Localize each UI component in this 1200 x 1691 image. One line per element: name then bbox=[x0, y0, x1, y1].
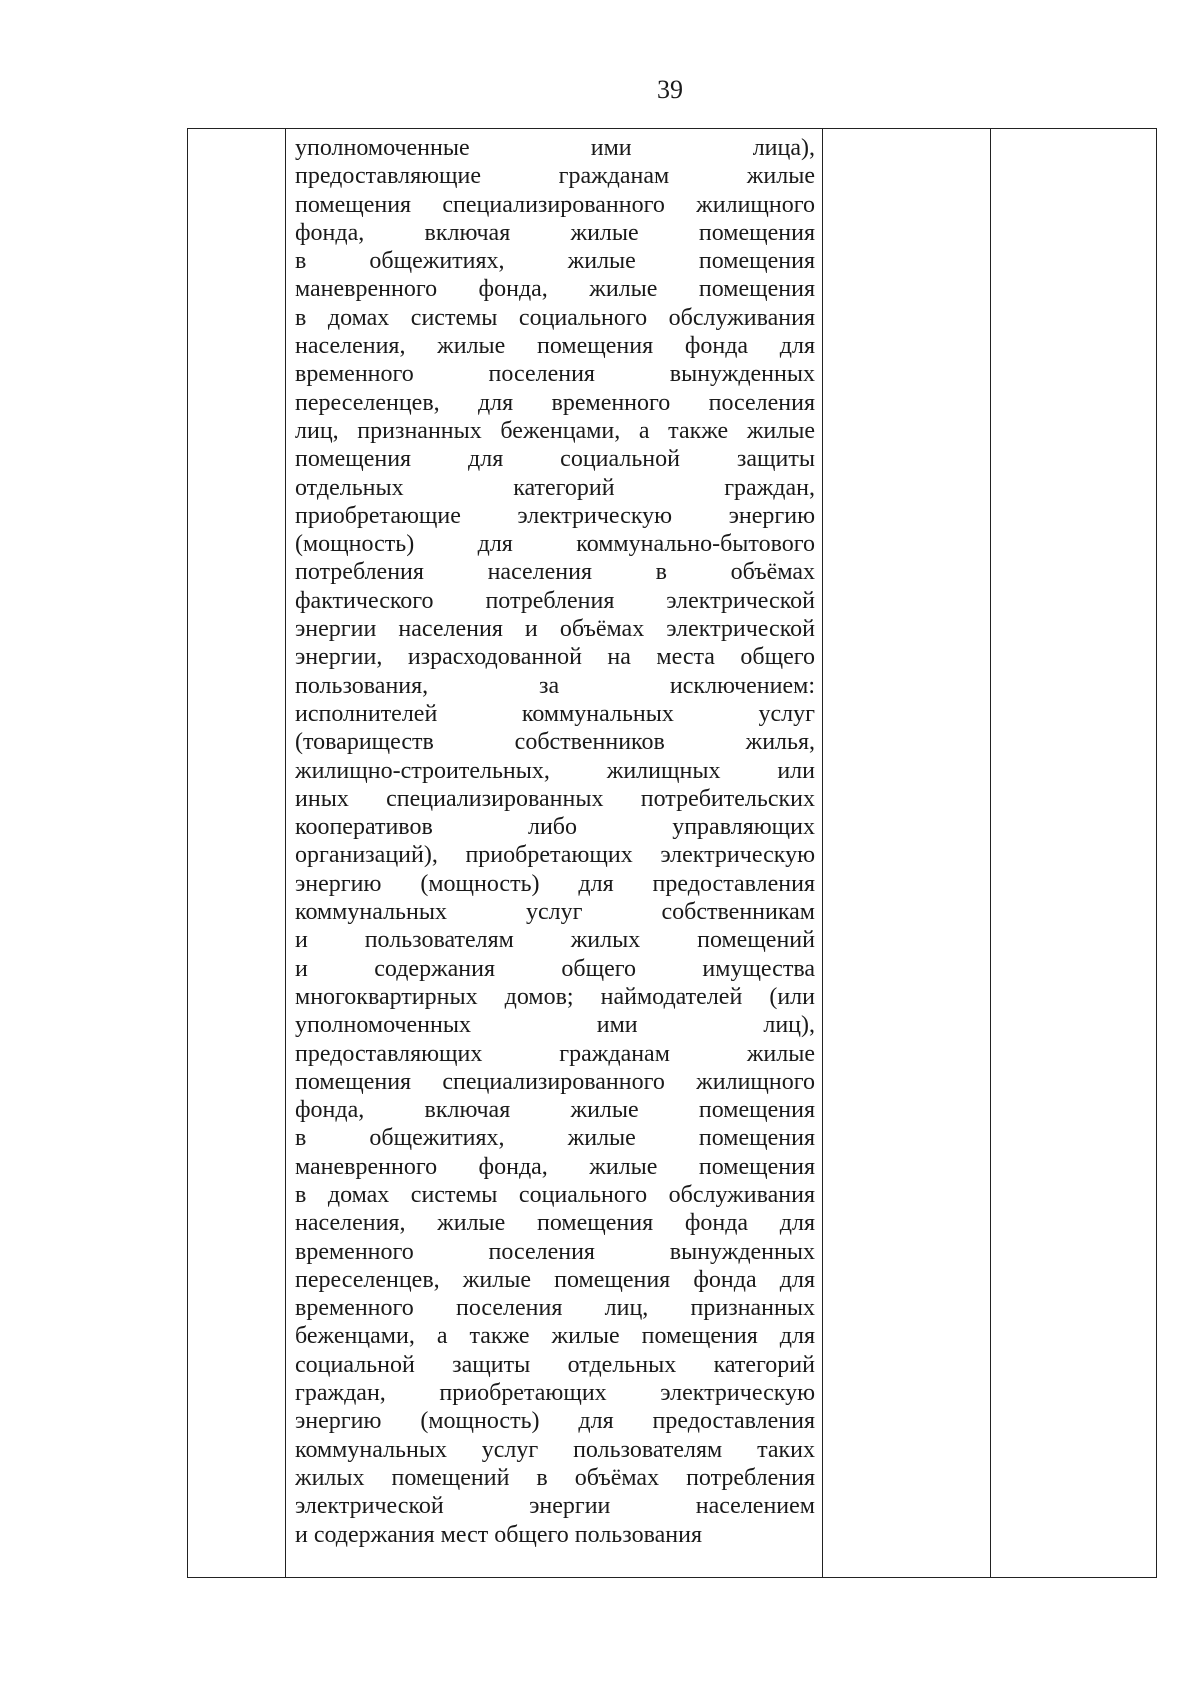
text-line: в домах системы социального обслуживания bbox=[295, 1181, 815, 1208]
text-line: потребления населения в объёмах bbox=[295, 559, 815, 586]
text-line: энергии населения и объёмах электрической bbox=[295, 616, 815, 643]
text-line: переселенцев, жилые помещения фонда для bbox=[295, 1266, 815, 1293]
text-line: организаций), приобретающих электрическую bbox=[295, 842, 815, 869]
text-line: коммунальных услуг пользователям таких bbox=[295, 1436, 815, 1463]
text-line: энергию (мощность) для предоставления bbox=[295, 870, 815, 897]
text-line: пользования, за исключением: bbox=[295, 672, 815, 699]
text-line: населения, жилые помещения фонда для bbox=[295, 1210, 815, 1237]
text-line: переселенцев, для временного поселения bbox=[295, 389, 815, 416]
text-line: в домах системы социального обслуживания bbox=[295, 304, 815, 331]
document-table bbox=[187, 128, 1157, 1578]
text-line: и содержания мест общего пользования bbox=[295, 1521, 702, 1548]
text-line: жилых помещений в объёмах потребления bbox=[295, 1464, 815, 1491]
text-line: предоставляющих гражданам жилые bbox=[295, 1040, 815, 1067]
text-line: маневренного фонда, жилые помещения bbox=[295, 1153, 815, 1180]
text-line: жилищно-строительных, жилищных или bbox=[295, 757, 815, 784]
text-line: фонда, включая жилые помещения bbox=[295, 1097, 815, 1124]
text-line: уполномоченных ими лиц), bbox=[295, 1012, 815, 1039]
page-number: 39 bbox=[657, 75, 683, 104]
text-line: маневренного фонда, жилые помещения bbox=[295, 276, 815, 303]
column-divider bbox=[822, 129, 823, 1577]
text-line: и содержания общего имущества bbox=[295, 955, 815, 982]
text-line: иных специализированных потребительских bbox=[295, 785, 815, 812]
text-line: в общежитиях, жилые помещения bbox=[295, 1125, 815, 1152]
text-line: социальной защиты отдельных категорий bbox=[295, 1351, 815, 1378]
text-line: энергию (мощность) для предоставления bbox=[295, 1408, 815, 1435]
column-divider bbox=[990, 129, 991, 1577]
text-line: граждан, приобретающих электрическую bbox=[295, 1380, 815, 1407]
text-line: временного поселения вынужденных bbox=[295, 361, 815, 388]
text-line: отдельных категорий граждан, bbox=[295, 474, 815, 501]
text-line: приобретающие электрическую энергию bbox=[295, 502, 815, 529]
text-line: (мощность) для коммунально-бытового bbox=[295, 531, 815, 558]
text-line: фактического потребления электрической bbox=[295, 587, 815, 614]
text-line: помещения для социальной защиты bbox=[295, 446, 815, 473]
text-line: уполномоченные ими лица), bbox=[295, 135, 815, 161]
text-line: коммунальных услуг собственникам bbox=[295, 899, 815, 926]
text-line: исполнителей коммунальных услуг bbox=[295, 700, 815, 727]
text-line: предоставляющие гражданам жилые bbox=[295, 163, 815, 190]
text-line: (товариществ собственников жилья, bbox=[295, 729, 815, 756]
text-line: и пользователям жилых помещений bbox=[295, 927, 815, 954]
text-line: населения, жилые помещения фонда для bbox=[295, 333, 815, 360]
text-line: в общежитиях, жилые помещения bbox=[295, 248, 815, 275]
text-line: помещения специализированного жилищного bbox=[295, 1068, 815, 1095]
text-line: помещения специализированного жилищного bbox=[295, 191, 815, 218]
text-line: электрической энергии населением bbox=[295, 1493, 815, 1520]
column-divider bbox=[285, 129, 286, 1577]
text-line: беженцами, а также жилые помещения для bbox=[295, 1323, 815, 1350]
text-line: фонда, включая жилые помещения bbox=[295, 219, 815, 246]
text-line: временного поселения вынужденных bbox=[295, 1238, 815, 1265]
text-line: многоквартирных домов; наймодателей (или bbox=[295, 983, 815, 1010]
text-line: кооперативов либо управляющих bbox=[295, 814, 815, 841]
text-line: лиц, признанных беженцами, а также жилые bbox=[295, 417, 815, 444]
table-cell-text bbox=[295, 134, 815, 1549]
text-line: энергии, израсходованной на места общего bbox=[295, 644, 815, 671]
text-line: временного поселения лиц, признанных bbox=[295, 1295, 815, 1322]
